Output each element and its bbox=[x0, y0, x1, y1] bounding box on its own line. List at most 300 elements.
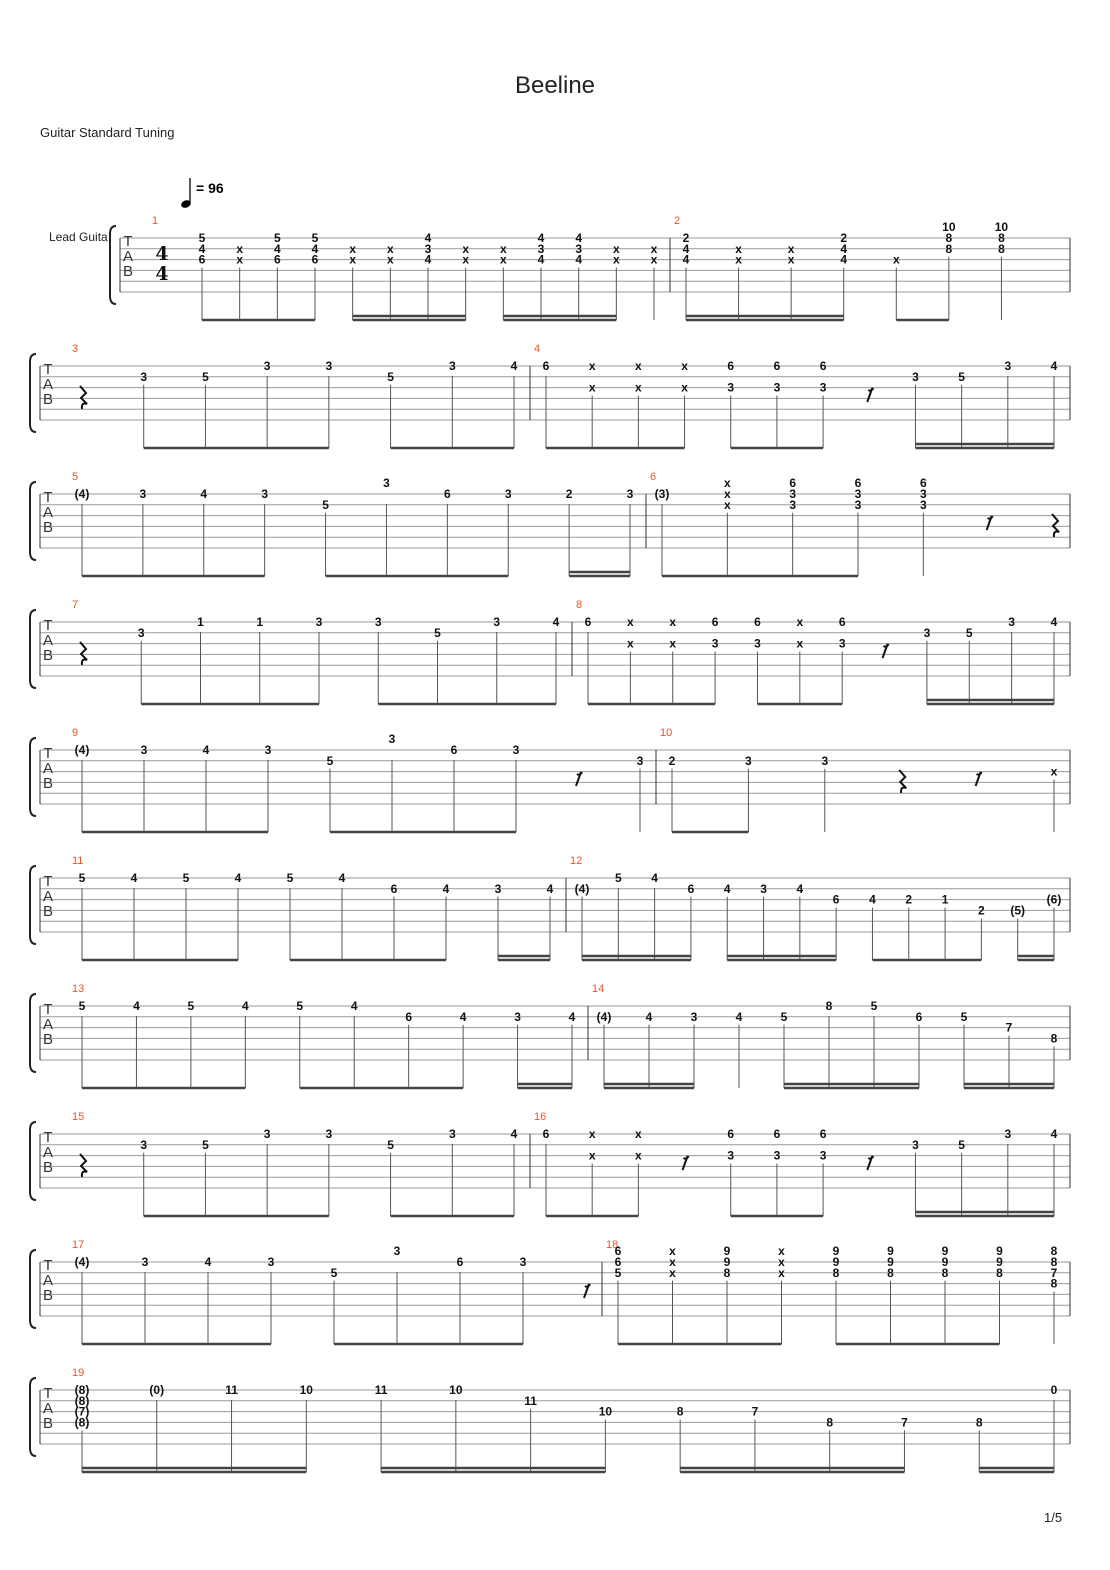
rest-symbol bbox=[576, 772, 582, 786]
staff-bracket bbox=[30, 610, 36, 688]
tab-clef-letter: B bbox=[42, 775, 54, 792]
fret-number: 3 bbox=[393, 1244, 401, 1259]
staff-bracket bbox=[30, 354, 36, 432]
fret-number: 8 bbox=[1050, 1255, 1058, 1269]
fret-number: 9 bbox=[996, 1244, 1003, 1259]
fret-number: 2 bbox=[682, 231, 690, 245]
fret-number: 9 bbox=[723, 1255, 731, 1269]
fret-number: 3 bbox=[512, 743, 520, 757]
tab-clef-letter: B bbox=[42, 1415, 54, 1432]
fret-number: 8 bbox=[676, 1404, 684, 1419]
fret-number: 3 bbox=[626, 487, 634, 501]
fret-number: 5 bbox=[387, 1137, 394, 1152]
fret-number: 4 bbox=[840, 241, 848, 256]
fret-number: 7 bbox=[1005, 1020, 1013, 1035]
dead-note: x bbox=[778, 1255, 785, 1269]
fret-number: 8 bbox=[998, 241, 1005, 256]
fret-number: (8) bbox=[74, 1383, 90, 1397]
fret-number: 6 bbox=[273, 252, 281, 267]
fret-number: 8 bbox=[975, 1415, 983, 1430]
tab-clef-letter: A bbox=[42, 504, 54, 521]
fret-number: 10 bbox=[994, 220, 1009, 235]
fret-number: 5 bbox=[434, 625, 441, 640]
fret-number: 4 bbox=[546, 881, 554, 896]
fret-number: 6 bbox=[819, 359, 827, 373]
fret-number: 5 bbox=[286, 871, 294, 885]
rest-symbol bbox=[1052, 514, 1059, 537]
fret-number: 3 bbox=[789, 497, 797, 512]
fret-number: 3 bbox=[139, 487, 147, 501]
fret-number: 5 bbox=[330, 1265, 338, 1280]
tab-clef-letter: B bbox=[122, 263, 134, 280]
measure-number: 10 bbox=[660, 727, 673, 739]
tab-clef-letter: T bbox=[123, 233, 133, 250]
dead-note: x bbox=[669, 1255, 676, 1269]
time-signature-bottom: 4 bbox=[155, 263, 169, 285]
dead-note: x bbox=[778, 1244, 785, 1259]
fret-number: (6) bbox=[1046, 892, 1062, 907]
tab-clef-letter: T bbox=[43, 489, 53, 506]
fret-number: 6 bbox=[727, 1127, 735, 1141]
fret-number: 5 bbox=[78, 871, 86, 885]
tab-clef-letter: T bbox=[43, 1129, 53, 1146]
fret-number: (3) bbox=[654, 487, 670, 501]
fret-number: (4) bbox=[74, 487, 90, 501]
tab-clef-letter: B bbox=[42, 1287, 54, 1304]
fret-number: 3 bbox=[838, 636, 846, 651]
fret-number: (8) bbox=[74, 1393, 90, 1408]
fret-number: (4) bbox=[596, 1009, 612, 1024]
fret-number: 6 bbox=[789, 476, 797, 491]
tab-clef-letter: A bbox=[42, 632, 54, 649]
fret-number: 3 bbox=[388, 732, 396, 747]
fret-number: 3 bbox=[315, 615, 323, 629]
staff-bracket bbox=[30, 738, 36, 816]
fret-number: 4 bbox=[200, 487, 208, 501]
dead-note: x bbox=[349, 241, 357, 256]
fret-number: 4 bbox=[198, 241, 206, 256]
fret-number: 4 bbox=[273, 241, 281, 256]
fret-number: 3 bbox=[140, 1137, 148, 1152]
rest-symbol bbox=[683, 1156, 689, 1170]
fret-number: 3 bbox=[745, 753, 752, 768]
dead-note: x bbox=[635, 1148, 642, 1163]
fret-number: 9 bbox=[723, 1244, 731, 1259]
tab-clef-letter: A bbox=[122, 248, 134, 265]
fret-number: 3 bbox=[264, 743, 272, 757]
fret-number: 3 bbox=[383, 476, 390, 491]
staff-system bbox=[30, 1111, 1070, 1216]
tab-clef-letter: T bbox=[43, 361, 53, 378]
fret-number: 6 bbox=[754, 615, 761, 629]
fret-number: 4 bbox=[311, 241, 319, 256]
dead-note: x bbox=[588, 1148, 596, 1163]
fret-number: 5 bbox=[780, 1009, 788, 1024]
measure-number: 12 bbox=[570, 855, 583, 867]
dead-note: x bbox=[681, 359, 688, 373]
fret-number: 3 bbox=[912, 1137, 919, 1152]
fret-number: 3 bbox=[137, 625, 145, 640]
fret-number: 9 bbox=[941, 1255, 949, 1269]
fret-number: 8 bbox=[887, 1265, 894, 1280]
dead-note: x bbox=[236, 252, 244, 267]
rest-symbol bbox=[80, 1154, 87, 1177]
staff-system bbox=[30, 343, 1070, 448]
fret-number: 2 bbox=[905, 892, 913, 907]
time-signature-top: 4 bbox=[155, 243, 169, 265]
tab-clef-letter: T bbox=[43, 745, 53, 762]
fret-number: 6 bbox=[727, 359, 735, 373]
fret-number: 3 bbox=[514, 1009, 521, 1024]
dead-note: x bbox=[1050, 764, 1058, 779]
fret-number: 5 bbox=[614, 1265, 622, 1280]
measure-number: 3 bbox=[72, 343, 79, 355]
tab-clef-letter: B bbox=[42, 1031, 54, 1048]
fret-number: 6 bbox=[405, 1009, 413, 1024]
fret-number: 4 bbox=[735, 1009, 743, 1024]
fret-number: 3 bbox=[919, 497, 927, 512]
fret-number: 5 bbox=[296, 999, 304, 1013]
fret-number: 8 bbox=[945, 231, 953, 245]
fret-number: 11 bbox=[225, 1383, 238, 1397]
rest-symbol bbox=[584, 1284, 590, 1298]
fret-number: 3 bbox=[575, 241, 583, 256]
fret-number: 6 bbox=[687, 881, 695, 896]
measure-number: 19 bbox=[72, 1367, 85, 1379]
fret-number: 3 bbox=[912, 369, 919, 384]
fret-number: 6 bbox=[773, 359, 781, 373]
fret-number: 5 bbox=[960, 1009, 968, 1024]
fret-number: 3 bbox=[690, 1009, 698, 1024]
fret-number: 4 bbox=[645, 1009, 653, 1024]
dead-note: x bbox=[635, 1127, 642, 1141]
dead-note: x bbox=[892, 252, 900, 267]
tab-clef-letter: A bbox=[42, 376, 54, 393]
fret-number: 9 bbox=[941, 1244, 949, 1259]
tab-clef-letter: A bbox=[42, 1144, 54, 1161]
fret-number: 4 bbox=[682, 241, 690, 256]
staff-system bbox=[30, 1239, 1070, 1344]
fret-number: 3 bbox=[267, 1255, 275, 1269]
staff-system bbox=[30, 1367, 1070, 1472]
fret-number: 4 bbox=[1050, 1127, 1058, 1141]
fret-number: 4 bbox=[350, 999, 358, 1013]
dead-note: x bbox=[650, 241, 658, 256]
fret-number: 3 bbox=[325, 1127, 333, 1141]
measure-number: 4 bbox=[534, 343, 541, 355]
measure-number: 17 bbox=[72, 1239, 85, 1251]
fret-number: 6 bbox=[919, 476, 927, 491]
fret-number: 4 bbox=[723, 881, 731, 896]
fret-number: 5 bbox=[958, 1137, 965, 1152]
tuning-label: Guitar Standard Tuning bbox=[40, 125, 175, 140]
fret-number: 8 bbox=[1050, 1276, 1058, 1291]
dead-note: x bbox=[635, 380, 642, 395]
tab-clef-letter: B bbox=[42, 391, 54, 408]
fret-number: 4 bbox=[537, 252, 545, 267]
fret-number: 6 bbox=[390, 881, 398, 896]
measure-number: 14 bbox=[592, 983, 605, 995]
fret-number: 4 bbox=[796, 881, 804, 896]
fret-number: 3 bbox=[448, 1127, 456, 1141]
tempo-value: = 96 bbox=[196, 180, 224, 196]
dead-note: x bbox=[723, 487, 731, 501]
fret-number: 3 bbox=[1004, 1127, 1012, 1141]
fret-number: 6 bbox=[198, 252, 206, 267]
measure-number: 5 bbox=[72, 471, 79, 483]
fret-number: 5 bbox=[311, 231, 319, 245]
fret-number: 4 bbox=[575, 252, 583, 267]
fret-number: 4 bbox=[568, 1009, 576, 1024]
fret-number: 10 bbox=[942, 220, 956, 235]
fret-number: 3 bbox=[773, 380, 781, 395]
fret-number: 1 bbox=[197, 615, 204, 629]
fret-number: (5) bbox=[1010, 903, 1026, 918]
fret-number: 3 bbox=[493, 615, 501, 629]
dead-note: x bbox=[735, 241, 742, 256]
fret-number: 3 bbox=[1004, 359, 1012, 373]
instrument-name: Lead Guita bbox=[49, 230, 108, 244]
staff-system bbox=[30, 471, 1070, 576]
fret-number: 3 bbox=[727, 380, 735, 395]
fret-number: 4 bbox=[1050, 359, 1058, 373]
fret-number: 8 bbox=[723, 1265, 731, 1280]
fret-number: 5 bbox=[387, 369, 394, 384]
fret-number: 6 bbox=[854, 476, 862, 491]
fret-number: 6 bbox=[773, 1127, 781, 1141]
fret-number: 3 bbox=[261, 487, 269, 501]
dead-note: x bbox=[735, 252, 742, 267]
fret-number: 3 bbox=[140, 743, 148, 757]
fret-number: 3 bbox=[504, 487, 512, 501]
fret-number: 3 bbox=[854, 487, 862, 501]
fret-number: 8 bbox=[1050, 1031, 1058, 1046]
fret-number: 4 bbox=[424, 231, 432, 245]
tab-clef-letter: T bbox=[43, 617, 53, 634]
fret-number: 5 bbox=[187, 999, 195, 1013]
staff-bracket bbox=[30, 1378, 36, 1456]
dead-note: x bbox=[462, 252, 470, 267]
fret-number: (4) bbox=[74, 1255, 90, 1269]
staff-system bbox=[110, 215, 1070, 320]
fret-number: 6 bbox=[614, 1244, 622, 1259]
tab-clef-letter: A bbox=[42, 888, 54, 905]
fret-number: 4 bbox=[424, 252, 432, 267]
dead-note: x bbox=[723, 476, 731, 491]
fret-number: 0 bbox=[1050, 1383, 1058, 1397]
staff-system bbox=[30, 727, 1070, 832]
page-number: 1/5 bbox=[1044, 1510, 1063, 1525]
fret-number: 8 bbox=[941, 1265, 949, 1280]
fret-number: 3 bbox=[923, 625, 931, 640]
staff-bracket bbox=[30, 1122, 36, 1200]
measure-number: 2 bbox=[674, 215, 681, 227]
fret-number: 3 bbox=[448, 359, 456, 373]
measure-number: 8 bbox=[576, 599, 583, 611]
fret-number: 6 bbox=[819, 1127, 827, 1141]
fret-number: 5 bbox=[202, 1137, 209, 1152]
dead-note: x bbox=[612, 241, 620, 256]
tab-clef-letter: T bbox=[43, 1001, 53, 1018]
fret-number: 1 bbox=[256, 615, 264, 629]
tab-clef-letter: B bbox=[42, 519, 54, 536]
fret-number: 8 bbox=[945, 241, 953, 256]
fret-number: 4 bbox=[869, 892, 876, 907]
tab-clef-letter: A bbox=[42, 760, 54, 777]
fret-number: 2 bbox=[840, 231, 848, 245]
fret-number: 3 bbox=[263, 359, 271, 373]
fret-number: 3 bbox=[141, 1255, 149, 1269]
measure-number: 7 bbox=[72, 599, 79, 611]
fret-number: 9 bbox=[832, 1255, 840, 1269]
dead-note: x bbox=[650, 252, 658, 267]
fret-number: 5 bbox=[965, 625, 973, 640]
dead-note: x bbox=[787, 241, 795, 256]
dead-note: x bbox=[669, 636, 677, 651]
rest-symbol bbox=[80, 642, 87, 665]
staff-bracket bbox=[110, 226, 116, 304]
fret-number: 2 bbox=[978, 903, 985, 918]
fret-number: 6 bbox=[542, 1127, 550, 1141]
fret-number: 5 bbox=[202, 369, 209, 384]
staff-bracket bbox=[30, 866, 36, 944]
fret-number: 6 bbox=[443, 487, 451, 501]
fret-number: 3 bbox=[819, 1148, 827, 1163]
fret-number: 7 bbox=[751, 1404, 759, 1419]
tab-clef-letter: A bbox=[42, 1272, 54, 1289]
fret-number: 4 bbox=[537, 231, 545, 245]
fret-number: 4 bbox=[510, 1127, 518, 1141]
fret-number: 4 bbox=[651, 871, 658, 885]
dead-note: x bbox=[386, 252, 394, 267]
rest-symbol bbox=[976, 772, 982, 786]
dead-note: x bbox=[669, 1244, 676, 1259]
fret-number: 3 bbox=[854, 497, 862, 512]
fret-number: 6 bbox=[450, 743, 458, 757]
fret-number: (8) bbox=[74, 1415, 90, 1430]
fret-number: 7 bbox=[901, 1415, 908, 1430]
fret-number: 3 bbox=[919, 487, 927, 501]
rest-symbol bbox=[883, 644, 889, 658]
staff-bracket bbox=[30, 482, 36, 560]
fret-number: 8 bbox=[996, 1265, 1003, 1280]
fret-number: 6 bbox=[614, 1255, 622, 1269]
fret-number: 5 bbox=[958, 369, 965, 384]
fret-number: 5 bbox=[322, 497, 329, 512]
dead-note: x bbox=[681, 380, 688, 395]
dead-note: x bbox=[386, 241, 394, 256]
fret-number: 4 bbox=[241, 999, 249, 1013]
fret-number: 4 bbox=[133, 999, 140, 1013]
dead-note: x bbox=[787, 252, 795, 267]
measure-number: 18 bbox=[606, 1239, 619, 1251]
fret-number: 9 bbox=[832, 1244, 840, 1259]
tab-clef-letter: T bbox=[43, 1257, 53, 1274]
fret-number: (7) bbox=[74, 1404, 90, 1419]
fret-number: 3 bbox=[1008, 615, 1015, 629]
measure-number: 11 bbox=[72, 855, 84, 867]
fret-number: 6 bbox=[711, 615, 719, 629]
fret-number: 10 bbox=[598, 1404, 613, 1419]
fret-number: 8 bbox=[1050, 1244, 1058, 1259]
fret-number: 3 bbox=[711, 636, 719, 651]
fret-number: 6 bbox=[456, 1255, 464, 1269]
dead-note: x bbox=[588, 359, 596, 373]
rest-symbol bbox=[987, 516, 993, 530]
fret-number: 9 bbox=[887, 1255, 894, 1269]
fret-number: 3 bbox=[636, 753, 644, 768]
dead-note: x bbox=[723, 497, 731, 512]
dead-note: x bbox=[669, 1265, 676, 1280]
fret-number: 2 bbox=[668, 753, 676, 768]
fret-number: 3 bbox=[819, 380, 827, 395]
rest-symbol bbox=[867, 388, 873, 402]
fret-number: 3 bbox=[754, 636, 761, 651]
fret-number: 4 bbox=[202, 743, 210, 757]
tab-clef-letter: A bbox=[42, 1400, 54, 1417]
tab-clef-letter: B bbox=[42, 1159, 54, 1176]
fret-number: 4 bbox=[204, 1255, 212, 1269]
staff-bracket bbox=[30, 994, 36, 1072]
fret-number: 6 bbox=[311, 252, 319, 267]
fret-number: 3 bbox=[760, 881, 767, 896]
fret-number: 4 bbox=[130, 871, 138, 885]
fret-number: 6 bbox=[832, 892, 840, 907]
measure-number: 13 bbox=[72, 983, 85, 995]
fret-number: 7 bbox=[1050, 1265, 1058, 1280]
dead-note: x bbox=[669, 615, 677, 629]
measure-number: 15 bbox=[72, 1111, 85, 1123]
fret-number: 3 bbox=[789, 487, 797, 501]
measure-number: 1 bbox=[152, 215, 159, 227]
dead-note: x bbox=[588, 380, 596, 395]
fret-number: 11 bbox=[524, 1393, 537, 1408]
dead-note: x bbox=[778, 1265, 785, 1280]
fret-number: 8 bbox=[998, 231, 1005, 245]
fret-number: 4 bbox=[459, 1009, 467, 1024]
dead-note: x bbox=[499, 252, 507, 267]
measure-number: 6 bbox=[650, 471, 657, 483]
measure-number: 16 bbox=[534, 1111, 547, 1123]
score-title: Beeline bbox=[514, 72, 596, 99]
tab-clef-letter: T bbox=[43, 1385, 53, 1402]
fret-number: 11 bbox=[374, 1383, 388, 1397]
staff-system bbox=[30, 983, 1070, 1088]
fret-number: 6 bbox=[838, 615, 846, 629]
fret-number: 4 bbox=[575, 231, 583, 245]
fret-number: 4 bbox=[442, 881, 450, 896]
dead-note: x bbox=[796, 615, 804, 629]
dead-note: x bbox=[349, 252, 357, 267]
dead-note: x bbox=[588, 1127, 596, 1141]
fret-number: 4 bbox=[234, 871, 242, 885]
fret-number: 3 bbox=[519, 1255, 527, 1269]
staff-system bbox=[30, 599, 1070, 704]
tab-clef-letter: B bbox=[42, 903, 54, 920]
fret-number: (4) bbox=[74, 743, 90, 757]
dead-note: x bbox=[499, 241, 507, 256]
fret-number: 1 bbox=[941, 892, 949, 907]
fret-number: 6 bbox=[542, 359, 550, 373]
tab-clef-letter: A bbox=[42, 1016, 54, 1033]
fret-number: 3 bbox=[374, 615, 382, 629]
fret-number: 3 bbox=[140, 369, 148, 384]
fret-number: 6 bbox=[915, 1009, 923, 1024]
fret-number: 3 bbox=[537, 241, 545, 256]
dead-note: x bbox=[627, 636, 634, 651]
fret-number: 3 bbox=[424, 241, 432, 256]
rest-symbol bbox=[80, 386, 87, 409]
